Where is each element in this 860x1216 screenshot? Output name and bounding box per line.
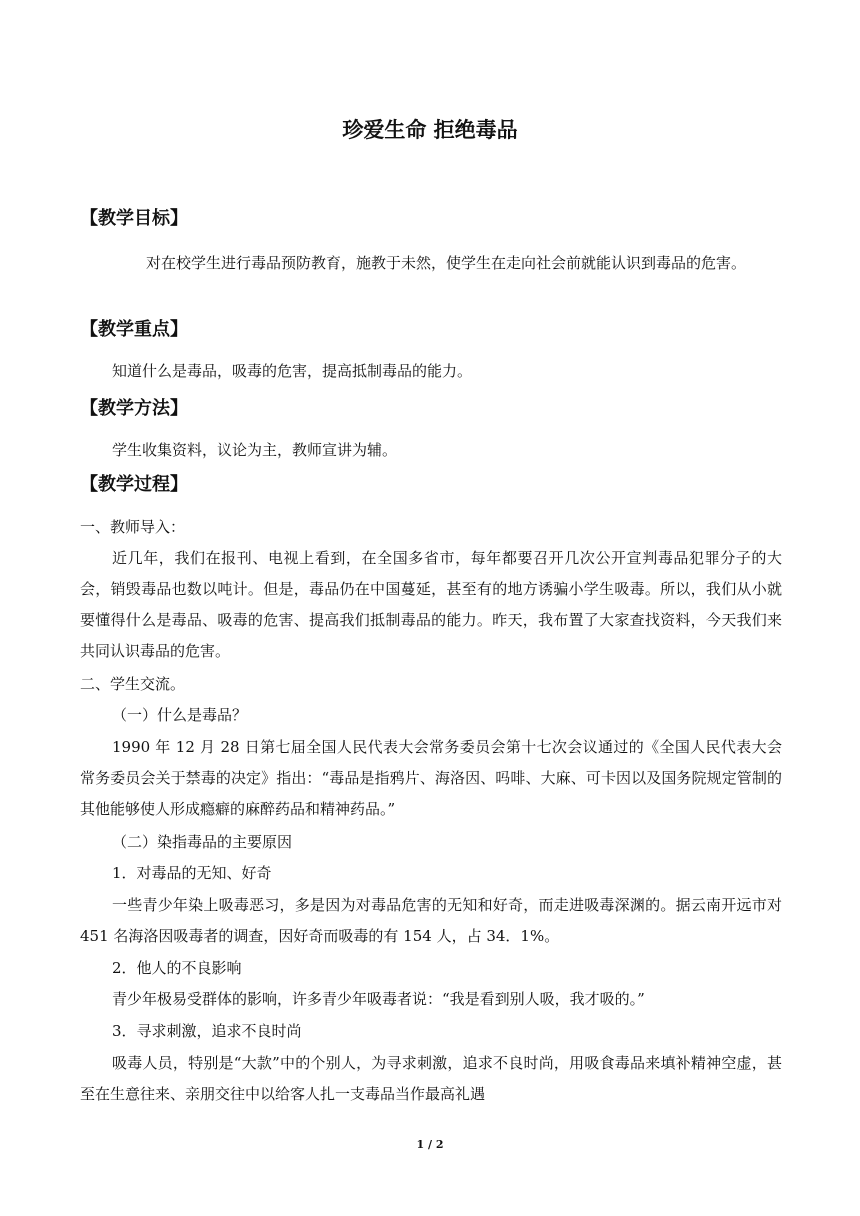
teaching-method-text: 学生收集资料，议论为主，教师宣讲为辅。 (112, 441, 398, 459)
page-number: 1 / 2 (416, 1138, 444, 1151)
reason1-text: 一些青少年染上吸毒恶习，多是因为对毒品危害的无知和好奇，而走进吸毒深渊的。据云南开远市对 451 名海洛因吸毒者的调查，因好奇而吸毒的有 154 人，占 34．1%。 (80, 896, 782, 945)
reason2-title: 2．他人的不良影响 (112, 959, 242, 977)
heading-teaching-process: 【教学过程】 (80, 474, 188, 495)
reason1-title: 1．对毒品的无知、好奇 (112, 864, 272, 882)
reason2-text: 青少年极易受群体的影响，许多青少年吸毒者说：“我是看到别人吸，我才吸的。” (112, 990, 645, 1008)
reason3-title: 3．寻求刺激，追求不良时尚 (112, 1022, 302, 1040)
heading-teaching-method: 【教学方法】 (80, 398, 188, 419)
heading-teaching-goal: 【教学目标】 (80, 208, 188, 229)
sub2-title: （二）染指毒品的主要原因 (112, 833, 293, 851)
teaching-goal-text: 对在校学生进行毒品预防教育，施教于未然，使学生在走向社会前就能认识到毒品的危害。 (146, 254, 747, 272)
sub1-title: （一）什么是毒品？ (112, 706, 248, 724)
reason3-text: 吸毒人员，特别是“大款”中的个别人，为寻求刺激，追求不良时尚，用吸食毒品来填补精神空虚，甚至在生意往来、亲朋交往中以给客人扎一支毒品当作最高礼遇 (80, 1054, 782, 1103)
teaching-focus-text: 知道什么是毒品，吸毒的危害，提高抵制毒品的能力。 (112, 362, 473, 380)
step2-title: 二、学生交流。 (80, 675, 186, 693)
step1-title: 一、教师导入： (80, 518, 186, 536)
heading-teaching-focus: 【教学重点】 (80, 319, 188, 340)
document-title: 珍爱生命 拒绝毒品 (342, 118, 518, 142)
sub1-text: 1990 年 12 月 28 日第七届全国人民代表大会常务委员会第十七次会议通过的《全国人民代表大会常务委员会关于禁毒的决定》指出：“毒品是指鸦片、海洛因、吗啡、大麻、可卡因以及国务院规定管制的其他能够使人形成瘾癖的麻醉药品和精神药品。” (80, 738, 782, 818)
step1-text: 近几年，我们在报刊、电视上看到，在全国多省市，每年都要召开几次公开宣判毒品犯罪分子的大会，销毁毒品也数以吨计。但是，毒品仍在中国蔓延，甚至有的地方诱骗小学生吸毒。所以，我们从小就要懂得什么是毒品、吸毒的危害、提高我们抵制毒品的能力。昨天，我布置了大家查找资料，今天我们来共同认识毒品的危害。 (80, 549, 782, 660)
